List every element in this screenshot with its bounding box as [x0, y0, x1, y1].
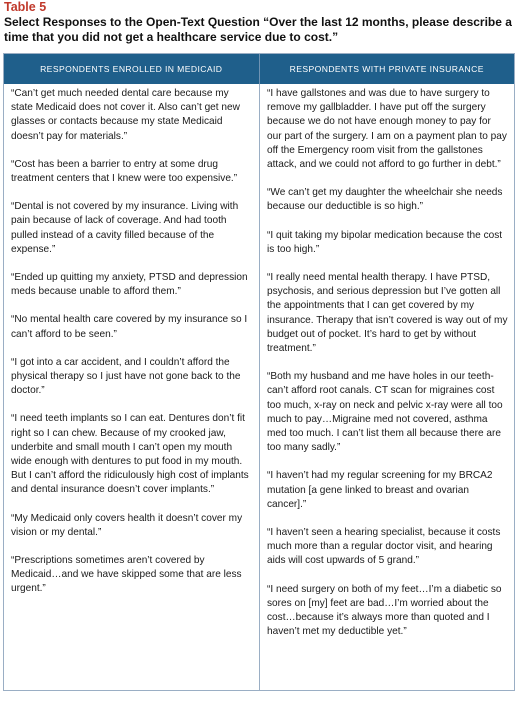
medicaid-quote: “I got into a car accident, and I couldn’t afford the physical therapy so I just have not gone back to the doctor.”	[11, 356, 241, 397]
private-insurance-quote: “I have gallstones and was due to have surgery to remove my gallbladder. I have put off the surgery because we do not have enough money to pay for our part of the surgery. I am on a payment plan to pay off the Emergency room visit from the gallstones attack, and we could not afford to go further in debt.”	[267, 88, 507, 171]
medicaid-quote: “Ended up quitting my anxiety, PTSD and depression meds because unable to afford them.”	[11, 272, 248, 298]
header-private-insurance: RESPONDENTS WITH PRIVATE INSURANCE	[259, 54, 515, 84]
medicaid-column	[4, 84, 260, 690]
medicaid-quote: “No mental health care covered by my insurance so I can’t afford to be seen.”	[11, 314, 248, 340]
medicaid-quote: “Cost has been a barrier to entry at some drug treatment centers that I knew were too expensive.”	[11, 158, 238, 185]
private-insurance-quote: “I haven’t had my regular screening for my BRCA2 mutation [a gene linked to breast and ovarian cancer].”	[267, 470, 493, 510]
medicaid-quote: “Dental is not covered by my insurance. Living with pain because of lack of coverage. And had tooth pulled instead of a cavity filled because of the expense.”	[11, 201, 239, 255]
table-title: Select Responses to the Open-Text Question “Over the last 12 months, please describe a time that you did not get a healthcare service due to cost.”	[4, 15, 512, 44]
medicaid-quote: “Can’t get much needed dental care because my state Medicaid does not cover it. Also can’t get new glasses or contacts because my state Medicaid doesn’t pay for materials.”	[11, 88, 240, 142]
medicaid-quote: “I need teeth implants so I can eat. Dentures don’t fit right so I can chew. Because of my crooked jaw, underbite and small mouth I can’t open my mouth wide enough with dentures to put food in my mouth. But I can’t afford the ridiculously high cost of implants and dental insurance doesn’t cover implants.”	[11, 413, 249, 496]
header-medicaid: RESPONDENTS ENROLLED IN MEDICAID	[40, 64, 223, 74]
private-insurance-column	[260, 84, 514, 690]
medicaid-quote: “Prescriptions sometimes aren’t covered by Medicaid…and we have skipped some that are less urgent.”	[11, 555, 242, 595]
private-insurance-quote: “I quit taking my bipolar medication because the cost is too high.”	[267, 229, 503, 255]
table-header-row	[4, 54, 514, 84]
private-insurance-quote: “I need surgery on both of my feet…I’m a diabetic so sores on [my] feet are bad…I’m worried about the cost…because it’s always more than quoted and I haven’t met my deductible yet.”	[267, 583, 502, 638]
private-insurance-quote: “I really need mental health therapy. I have PTSD, psychosis, and serious depression but I’ve gotten all the appointments that I can get covered by my insurance. Therapy that isn’t covered is way out of my budget out of pocket. It’s hard to get by without treatment.”	[267, 272, 508, 355]
private-insurance-quote: “I haven’t seen a hearing specialist, because it costs much more than a regular doctor visit, and hearing aids will cost upwards of 5 grand.”	[267, 527, 501, 567]
responses-table	[3, 53, 515, 691]
private-insurance-quote: “Both my husband and me have holes in our teeth-can’t afford root canals. CT scan for migraines cost too much, x-ray on neck and pelvic x-ray were all too much to pay…Migraine med not covered, asthma med too much. I can’t list them all because there are too many sadly.”	[267, 371, 503, 454]
medicaid-quote: “My Medicaid only covers health it doesn’t cover my vision or my dental.”	[11, 512, 243, 538]
table-label: Table 5	[4, 0, 47, 14]
private-insurance-quote: “We can’t get my daughter the wheelchair she needs because our deductible is so high.”	[267, 187, 503, 213]
